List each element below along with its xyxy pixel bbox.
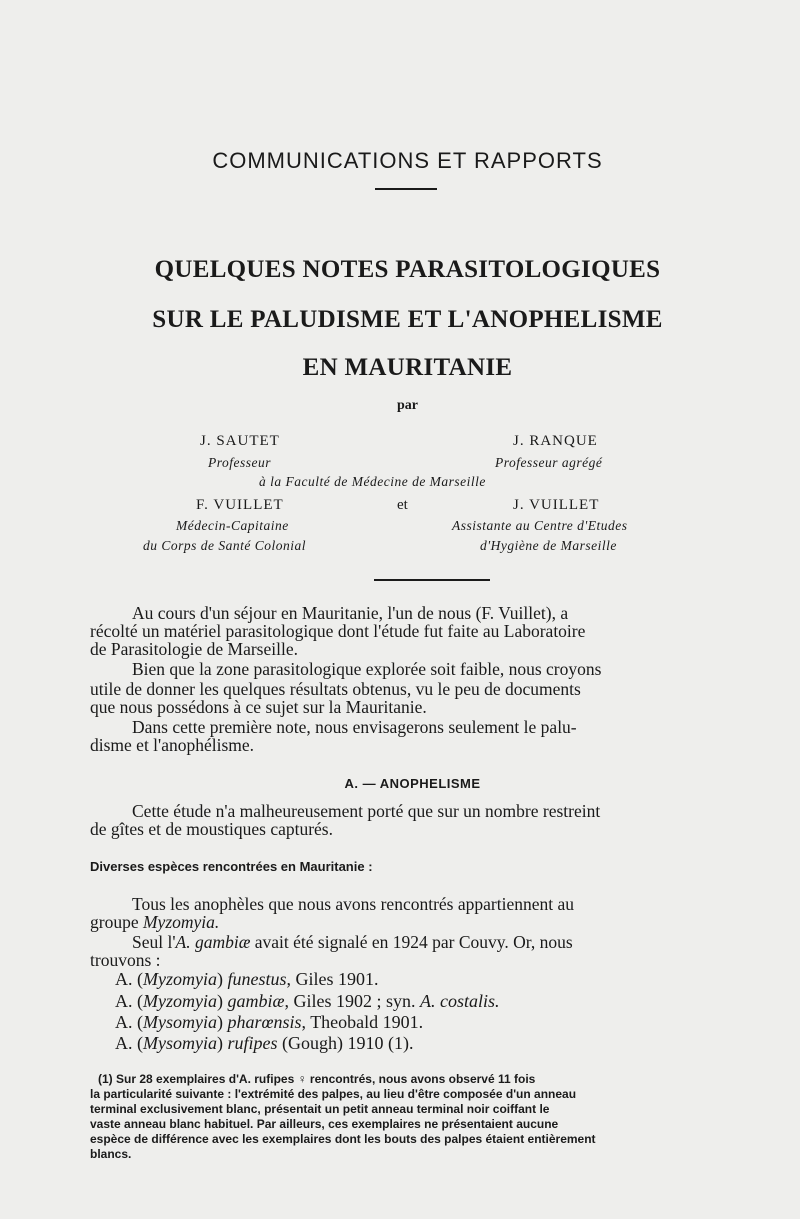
intro-p3-line-1: Dans cette première note, nous envisagerons seulement le palu-	[132, 717, 577, 737]
intro-p1-line-2: récolté un matériel parasitologique dont l'étude fut faite au Laboratoire	[90, 621, 586, 641]
intro-p3-line-2: disme et l'anophélisme.	[90, 735, 255, 755]
author-j-vuillet-role: Assistante au Centre d'Etudes	[452, 518, 628, 533]
species-heading: Diverses espèces rencontrées en Mauritanie :	[90, 859, 373, 874]
author-f-vuillet-corps: du Corps de Santé Colonial	[143, 538, 307, 553]
author-j-vuillet-hygiene: d'Hygiène de Marseille	[480, 538, 617, 553]
species-p1-line-1: Tous les anophèles que nous avons rencontrés appartiennent au	[132, 894, 574, 914]
footnote-line-4: vaste anneau blanc habituel. Par ailleurs, ces exemplaires ne présentaient aucune	[90, 1117, 559, 1131]
author-f-vuillet-role: Médecin-Capitaine	[176, 518, 289, 533]
title-divider	[375, 188, 437, 190]
footnote-line-1: (1) Sur 28 exemplaires d'A. rufipes ♀ rencontrés, nous avons observé 11 fois	[98, 1072, 536, 1086]
article-title-line-3: EN MAURITANIE	[302, 354, 513, 381]
author-f-vuillet: F. VUILLET	[196, 497, 284, 513]
section-title: COMMUNICATIONS ET RAPPORTS	[212, 148, 603, 173]
author-sautet: J. SAUTET	[200, 433, 280, 449]
section-a-line-1: Cette étude n'a malheureusement porté que sur un nombre restreint	[132, 801, 601, 821]
intro-p2-line-3: que nous possédons à ce sujet sur la Mauritanie.	[90, 697, 427, 717]
footnote-line-5: espèce de différence avec les exemplaires dont les bouts des palpes étaient entièrement	[90, 1132, 596, 1146]
author-ranque-role: Professeur agrégé	[495, 455, 603, 470]
article-title-line-2: SUR LE PALUDISME ET L'ANOPHELISME	[152, 306, 663, 333]
byline-divider	[374, 579, 490, 581]
intro-p1-line-1: Au cours d'un séjour en Mauritanie, l'un de nous (F. Vuillet), a	[132, 603, 569, 623]
affiliation-faculty: à la Faculté de Médecine de Marseille	[259, 474, 486, 489]
species-item: A. (Myzomyia) funestus, Giles 1901.	[115, 969, 379, 989]
intro-p1-line-3: de Parasitologie de Marseille.	[90, 639, 298, 659]
intro-p2-line-2: utile de donner les quelques résultats obtenus, vu le peu de documents	[90, 679, 581, 699]
species-item: A. (Myzomyia) gambiæ, Giles 1902 ; syn. A. costalis.	[115, 991, 500, 1011]
species-p2-line-1: Seul l'A. gambiæ avait été signalé en 1924 par Couvy. Or, nous	[132, 932, 573, 952]
section-a-heading: A. — ANOPHELISME	[344, 776, 481, 791]
section-a-line-2: de gîtes et de moustiques capturés.	[90, 819, 333, 839]
author-sautet-role: Professeur	[208, 455, 271, 470]
author-ranque: J. RANQUE	[513, 433, 598, 449]
species-p2-line-2: trouvons :	[90, 950, 161, 970]
byline-et: et	[397, 497, 408, 513]
footnote-line-3: terminal exclusivement blanc, présentait un petit anneau terminal noir coiffant le	[90, 1102, 550, 1116]
article-title-line-1: QUELQUES NOTES PARASITOLOGIQUES	[154, 256, 661, 283]
intro-p2-line-1: Bien que la zone parasitologique explorée soit faible, nous croyons	[132, 659, 602, 679]
species-item: A. (Mysomyia) pharœnsis, Theobald 1901.	[115, 1012, 424, 1032]
footnote-line-6: blancs.	[90, 1147, 132, 1161]
byline-par: par	[397, 398, 418, 413]
author-j-vuillet: J. VUILLET	[513, 497, 600, 513]
footnote-line-2: la particularité suivante : l'extrémité des palpes, au lieu d'être composée d'un anneau	[90, 1087, 577, 1101]
species-p1-line-2: groupe Myzomyia.	[90, 912, 220, 932]
species-item: A. (Mysomyia) rufipes (Gough) 1910 (1).	[115, 1033, 414, 1053]
